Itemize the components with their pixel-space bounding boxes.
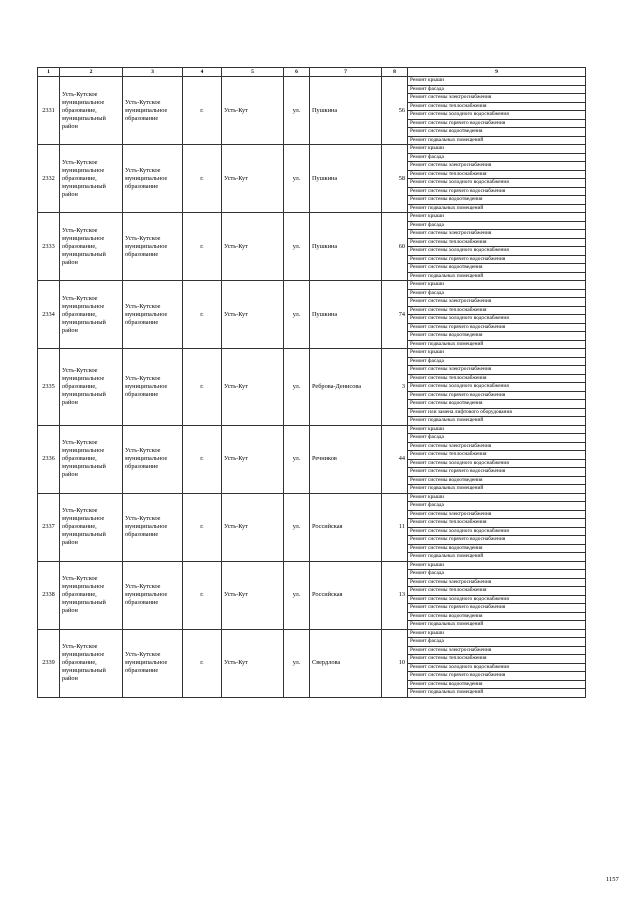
street-type-cell: ул. <box>284 281 310 349</box>
table-row <box>38 493 586 561</box>
street-type-cell: ул. <box>284 349 310 426</box>
repair-work-item: Ремонт системы теплоснабжения <box>408 655 585 664</box>
municipal-district-cell: Усть-Кутское муниципальное образование, муниципальный район <box>60 629 123 697</box>
locality-name-cell: Усть-Кут <box>222 629 284 697</box>
municipal-district-cell: Усть-Кутское муниципальное образование, муниципальный район <box>60 561 123 629</box>
repair-works-cell <box>408 561 586 629</box>
repair-work-item: Ремонт системы водоотведения <box>408 196 585 205</box>
house-number-cell: 44 <box>382 425 408 493</box>
repair-work-item: Ремонт системы водоотведения <box>408 613 585 622</box>
repair-work-item: Ремонт крыши <box>408 281 585 290</box>
repair-work-item: Ремонт подвальных помещений <box>410 204 484 211</box>
repair-work-item: Ремонт крыши <box>408 349 585 358</box>
header-cell: 4 <box>183 68 222 77</box>
table-row <box>38 349 586 426</box>
repair-work-item: Ремонт фасада <box>408 502 585 511</box>
house-number-cell: 10 <box>382 629 408 697</box>
settlement-cell: Усть-Кутское муниципальное образование <box>123 493 183 561</box>
page-number: 1157 <box>606 876 619 883</box>
repair-work-item: Ремонт системы горячего водоснабжения <box>408 672 585 681</box>
street-type-cell: ул. <box>284 629 310 697</box>
header-cell: 2 <box>60 68 123 77</box>
repair-work-item: Ремонт фасада <box>408 86 585 95</box>
header-cell: 8 <box>382 68 408 77</box>
repair-works-cell <box>408 629 586 697</box>
street-name-cell: Пушкина <box>310 77 382 145</box>
repair-work-item: Ремонт крыши <box>408 426 585 435</box>
header-cell: 9 <box>408 68 586 77</box>
repair-work-item: Ремонт системы водоотведения <box>408 400 585 409</box>
settlement-cell: Усть-Кутское муниципальное образование <box>123 145 183 213</box>
repair-work-item: Ремонт подвальных помещений <box>410 417 484 423</box>
municipal-district-cell: Усть-Кутское муниципальное образование, муниципальный район <box>60 145 123 213</box>
street-name-cell: Российская <box>310 493 382 561</box>
locality-name-cell: Усть-Кут <box>222 145 284 213</box>
repair-work-item: Ремонт системы теплоснабжения <box>408 103 585 112</box>
repair-work-item: Ремонт системы холодного водоснабжения <box>408 315 585 324</box>
street-name-cell: Пушкина <box>310 213 382 281</box>
street-type-cell: ул. <box>284 561 310 629</box>
repair-work-item: Ремонт системы холодного водоснабжения <box>408 664 585 673</box>
repair-work-item: Ремонт системы холодного водоснабжения <box>408 179 585 188</box>
repair-work-item: Ремонт системы теплоснабжения <box>408 239 585 248</box>
row-number-cell: 2336 <box>38 425 60 493</box>
repair-work-item: Ремонт системы водоотведения <box>408 332 585 341</box>
repair-works-cell <box>408 425 586 493</box>
repair-work-item: Ремонт фасада <box>408 638 585 647</box>
municipal-district-cell: Усть-Кутское муниципальное образование, муниципальный район <box>60 77 123 145</box>
repair-work-item: Ремонт системы водоотведения <box>408 128 585 137</box>
repair-work-item: Ремонт системы холодного водоснабжения <box>408 111 585 120</box>
row-number-cell: 2334 <box>38 281 60 349</box>
header-cell: 7 <box>310 68 382 77</box>
table-row <box>38 425 586 493</box>
locality-name-cell: Усть-Кут <box>222 425 284 493</box>
repair-work-item: Ремонт системы электроснабжения <box>408 443 585 452</box>
settlement-cell: Усть-Кутское муниципальное образование <box>123 629 183 697</box>
street-name-cell: Российская <box>310 561 382 629</box>
settlement-cell: Усть-Кутское муниципальное образование <box>123 561 183 629</box>
header-cell: 1 <box>38 68 60 77</box>
table-header-row <box>38 68 586 77</box>
row-number-cell: 2333 <box>38 213 60 281</box>
repair-work-item: Ремонт системы водоотведения <box>408 264 585 273</box>
house-number-cell: 56 <box>382 77 408 145</box>
locality-name-cell: Усть-Кут <box>222 213 284 281</box>
table-row <box>38 145 586 213</box>
repair-work-item: Ремонт крыши <box>408 630 585 639</box>
repair-work-item: Ремонт подвальных помещений <box>410 340 484 347</box>
repair-work-item: Ремонт системы электроснабжения <box>408 162 585 171</box>
locality-name-cell: Усть-Кут <box>222 281 284 349</box>
repair-work-item: Ремонт системы холодного водоснабжения <box>408 460 585 469</box>
repair-work-item: Ремонт системы теплоснабжения <box>408 451 585 460</box>
municipal-district-cell: Усть-Кутское муниципальное образование, муниципальный район <box>60 349 123 426</box>
repair-work-item: Ремонт системы теплоснабжения <box>408 587 585 596</box>
repair-work-item: Ремонт подвальных помещений <box>410 485 484 491</box>
row-number-cell: 2337 <box>38 493 60 561</box>
street-type-cell: ул. <box>284 425 310 493</box>
street-name-cell: Пушкина <box>310 145 382 213</box>
repair-work-item: Ремонт подвальных помещений <box>410 272 484 279</box>
repair-work-item: Ремонт фасада <box>408 358 585 367</box>
street-type-cell: ул. <box>284 145 310 213</box>
street-type-cell: ул. <box>284 493 310 561</box>
table-row <box>38 281 586 349</box>
repair-work-item: Ремонт системы холодного водоснабжения <box>408 383 585 392</box>
repair-work-item: Ремонт крыши <box>408 494 585 503</box>
locality-type-cell: г. <box>183 213 222 281</box>
repair-work-item: Ремонт системы горячего водоснабжения <box>408 324 585 333</box>
repair-work-item: Ремонт системы теплоснабжения <box>408 307 585 316</box>
street-type-cell: ул. <box>284 213 310 281</box>
repair-works-cell <box>408 349 586 426</box>
locality-type-cell: г. <box>183 281 222 349</box>
repair-work-item: Ремонт системы водоотведения <box>408 681 585 690</box>
repair-work-item: Ремонт системы горячего водоснабжения <box>408 468 585 477</box>
municipal-district-cell: Усть-Кутское муниципальное образование, муниципальный район <box>60 213 123 281</box>
locality-name-cell: Усть-Кут <box>222 77 284 145</box>
repair-works-cell <box>408 493 586 561</box>
repair-work-item: Ремонт подвальных помещений <box>410 689 484 695</box>
table-row <box>38 213 586 281</box>
repair-work-item: Ремонт системы теплоснабжения <box>408 171 585 180</box>
municipal-district-cell: Усть-Кутское муниципальное образование, муниципальный район <box>60 493 123 561</box>
settlement-cell: Усть-Кутское муниципальное образование <box>123 281 183 349</box>
repair-work-item: Ремонт системы электроснабжения <box>408 366 585 375</box>
row-number-cell: 2335 <box>38 349 60 426</box>
repair-work-item: Ремонт системы электроснабжения <box>408 511 585 520</box>
locality-type-cell: г. <box>183 349 222 426</box>
repair-work-item: Ремонт системы электроснабжения <box>408 230 585 239</box>
repair-work-item: Ремонт системы холодного водоснабжения <box>408 596 585 605</box>
header-cell: 3 <box>123 68 183 77</box>
street-name-cell: Пушкина <box>310 281 382 349</box>
house-number-cell: 58 <box>382 145 408 213</box>
repair-work-item: Ремонт системы теплоснабжения <box>408 519 585 528</box>
repair-work-item: Ремонт системы электроснабжения <box>408 647 585 656</box>
repair-work-item: Ремонт системы электроснабжения <box>408 94 585 103</box>
settlement-cell: Усть-Кутское муниципальное образование <box>123 349 183 426</box>
row-number-cell: 2338 <box>38 561 60 629</box>
repair-work-item: Ремонт системы горячего водоснабжения <box>408 536 585 545</box>
repair-work-item: Ремонт фасада <box>408 222 585 231</box>
street-name-cell: Реброва-Денисова <box>310 349 382 426</box>
house-number-cell: 11 <box>382 493 408 561</box>
repair-works-cell <box>408 281 586 349</box>
municipal-district-cell: Усть-Кутское муниципальное образование, муниципальный район <box>60 281 123 349</box>
locality-type-cell: г. <box>183 629 222 697</box>
repair-work-item: Ремонт системы горячего водоснабжения <box>408 120 585 129</box>
table-row <box>38 561 586 629</box>
street-name-cell: Свердлова <box>310 629 382 697</box>
repair-work-item: Ремонт крыши <box>408 77 585 86</box>
settlement-cell: Усть-Кутское муниципальное образование <box>123 213 183 281</box>
row-number-cell: 2332 <box>38 145 60 213</box>
repair-work-item: Ремонт фасада <box>408 154 585 163</box>
repair-work-item: Ремонт системы водоотведения <box>408 545 585 554</box>
settlement-cell: Усть-Кутское муниципальное образование <box>123 425 183 493</box>
repair-works-cell <box>408 213 586 281</box>
repair-work-item: Ремонт системы водоотведения <box>408 477 585 486</box>
settlement-cell: Усть-Кутское муниципальное образование <box>123 77 183 145</box>
header-cell: 5 <box>222 68 284 77</box>
locality-type-cell: г. <box>183 493 222 561</box>
repair-work-item: Ремонт подвальных помещений <box>410 136 484 143</box>
repair-work-item: Ремонт крыши <box>408 213 585 222</box>
repair-work-item: Ремонт системы горячего водоснабжения <box>408 392 585 401</box>
repair-work-item: Ремонт подвальных помещений <box>410 553 484 559</box>
repair-work-item: Ремонт системы горячего водоснабжения <box>408 256 585 265</box>
locality-name-cell: Усть-Кут <box>222 561 284 629</box>
street-type-cell: ул. <box>284 77 310 145</box>
repair-work-item: Ремонт системы холодного водоснабжения <box>408 528 585 537</box>
locality-name-cell: Усть-Кут <box>222 349 284 426</box>
repair-work-item: Ремонт или замена лифтового оборудования <box>408 409 585 418</box>
row-number-cell: 2339 <box>38 629 60 697</box>
repair-work-item: Ремонт системы горячего водоснабжения <box>408 188 585 197</box>
table-row <box>38 629 586 697</box>
street-name-cell: Речников <box>310 425 382 493</box>
locality-type-cell: г. <box>183 425 222 493</box>
house-number-cell: 13 <box>382 561 408 629</box>
house-number-cell: 60 <box>382 213 408 281</box>
repair-work-item: Ремонт подвальных помещений <box>410 621 484 627</box>
table-row <box>38 77 586 145</box>
repair-work-item: Ремонт системы электроснабжения <box>408 298 585 307</box>
locality-name-cell: Усть-Кут <box>222 493 284 561</box>
repair-work-item: Ремонт системы электроснабжения <box>408 579 585 588</box>
locality-type-cell: г. <box>183 77 222 145</box>
repair-work-item: Ремонт фасада <box>408 570 585 579</box>
repair-work-item: Ремонт системы теплоснабжения <box>408 375 585 384</box>
header-cell: 6 <box>284 68 310 77</box>
capital-repair-table <box>37 67 586 698</box>
repair-work-item: Ремонт системы холодного водоснабжения <box>408 247 585 256</box>
repair-work-item: Ремонт фасада <box>408 290 585 299</box>
repair-work-item: Ремонт крыши <box>408 145 585 154</box>
repair-work-item: Ремонт фасада <box>408 434 585 443</box>
row-number-cell: 2331 <box>38 77 60 145</box>
repair-works-cell <box>408 145 586 213</box>
house-number-cell: 3 <box>382 349 408 426</box>
house-number-cell: 74 <box>382 281 408 349</box>
municipal-district-cell: Усть-Кутское муниципальное образование, муниципальный район <box>60 425 123 493</box>
repair-work-item: Ремонт крыши <box>408 562 585 571</box>
locality-type-cell: г. <box>183 561 222 629</box>
locality-type-cell: г. <box>183 145 222 213</box>
repair-works-cell <box>408 77 586 145</box>
repair-work-item: Ремонт системы горячего водоснабжения <box>408 604 585 613</box>
